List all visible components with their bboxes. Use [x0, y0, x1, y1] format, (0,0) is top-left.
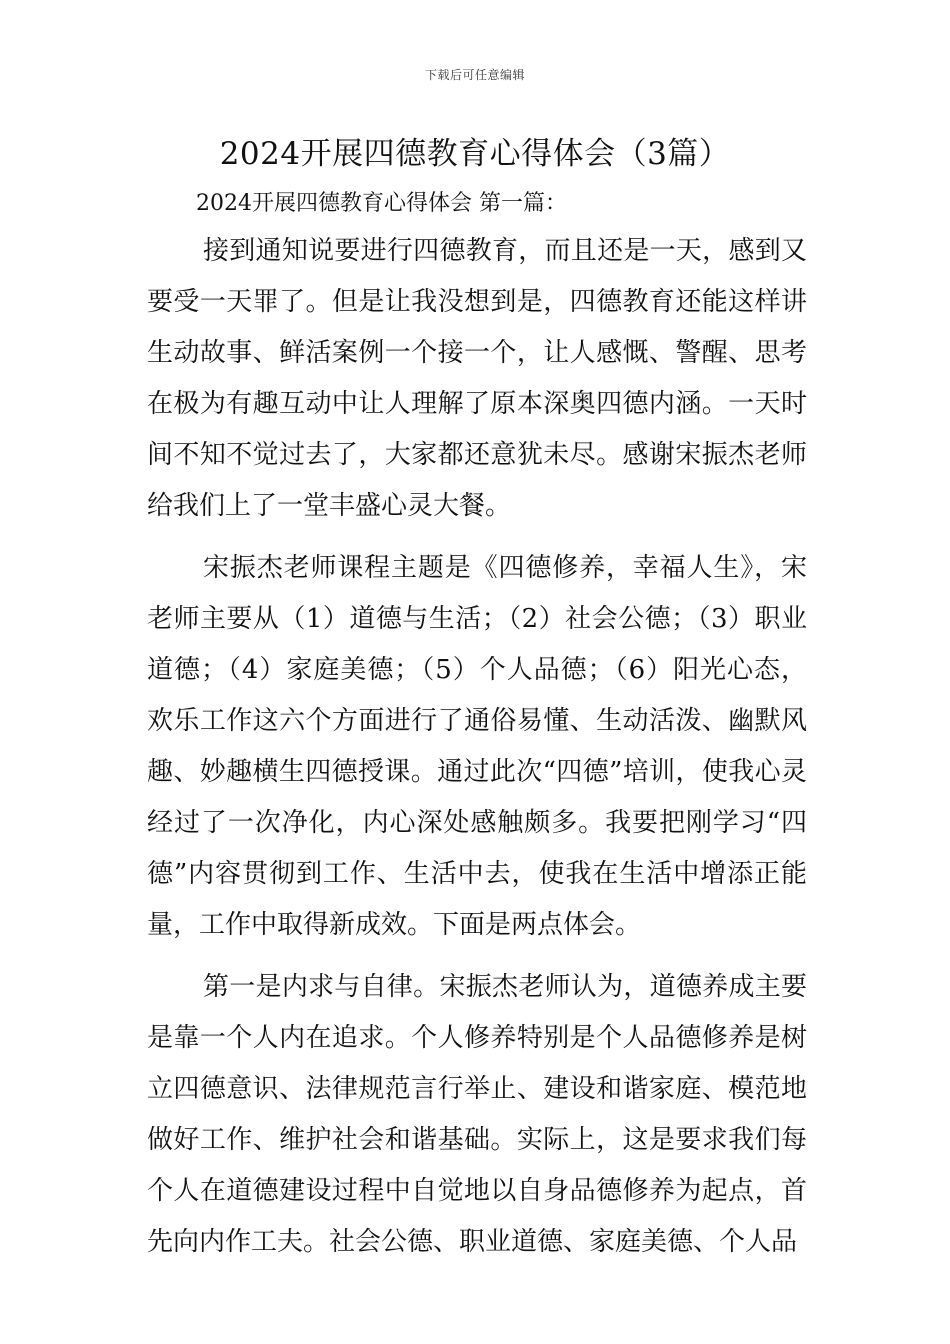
paragraph-3: 第一是内求与自律。宋振杰老师认为，道德养成主要是靠一个人内在追求。个人修养特别是个人品德修养是树立四德意识、法律规范言行举止、建设和谐家庭、模范地做好工作、维护社会和谐基础。实际上，这是要求我们每个人在道德建设过程中自觉地以自身品德修养为起点，首先向内作工夫。社会公德、职业道德、家庭美德、个人品 [147, 972, 807, 1257]
section-subtitle: 2024开展四德教育心得体会 第一篇： [196, 191, 567, 216]
document-title: 2024开展四德教育心得体会（3篇） [219, 136, 731, 172]
document-body [147, 226, 807, 1279]
paragraph-1: 接到通知说要进行四德教育，而且还是一天，感到又要受一天罪了。但是让我没想到是，四德教育还能这样讲生动故事、鲜活案例一个接一个，让人感慨、警醒、思考在极为有趣互动中让人理解了原本深奥四德内涵。一天时间不知不觉过去了，大家都还意犹未尽。感谢宋振杰老师给我们上了一堂丰盛心灵大餐。 [147, 236, 807, 521]
paragraph-2: 宋振杰老师课程主题是《四德修养，幸福人生》，宋老师主要从（1）道德与生活；（2）社会公德；（3）职业道德；（4）家庭美德；（5）个人品德；（6）阳光心态，欢乐工作这六个方面进行了通俗易懂、生动活泼、幽默风趣、妙趣横生四德授课。通过此次“四德”培训，使我心灵经过了一次净化，内心深处感触颇多。我要把刚学习“四德”内容贯彻到工作、生活中去，使我在生活中增添正能量，工作中取得新成效。下面是两点体会。 [147, 553, 807, 940]
header-note: 下载后可任意编辑 [424, 68, 525, 82]
